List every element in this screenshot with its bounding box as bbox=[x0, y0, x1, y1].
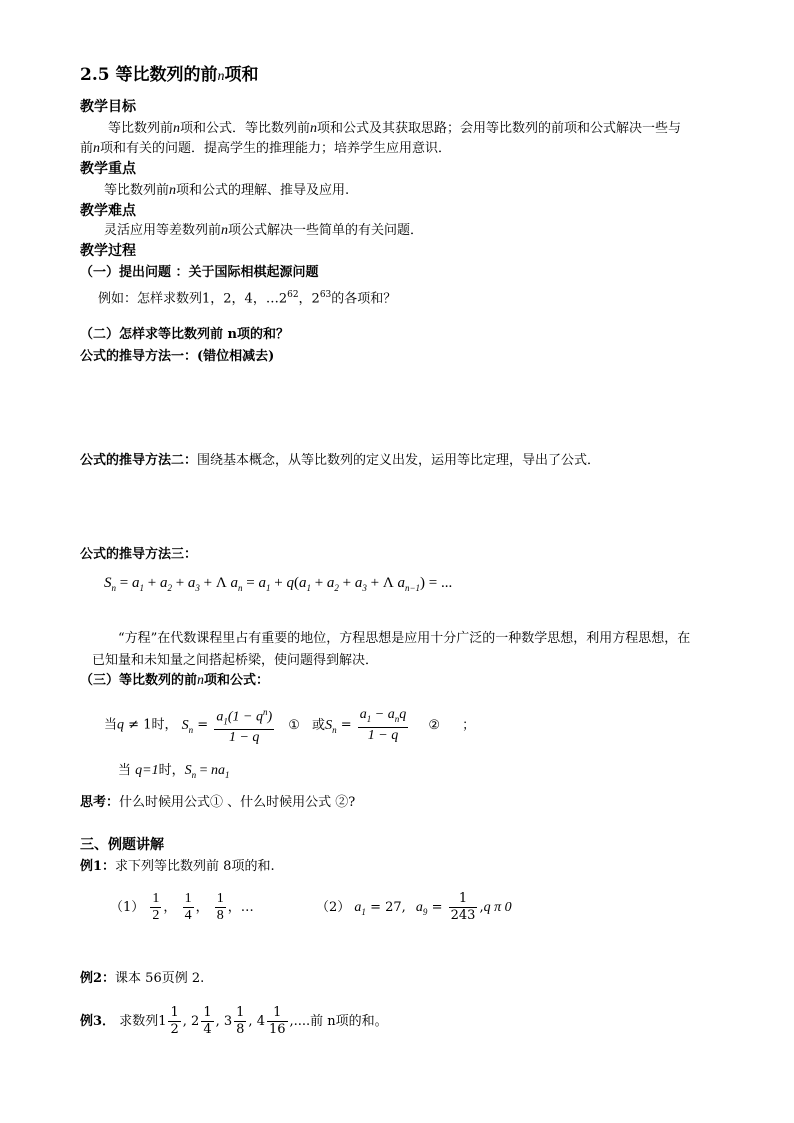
title-n: n bbox=[217, 69, 225, 84]
example-2: 例2：课本 56页例 2. bbox=[80, 971, 205, 986]
part2-heading: （二）怎样求等比数列前 n项的和？ bbox=[80, 327, 289, 342]
part1-heading: （一）提出问题 ：关于国际相棋起源问题 bbox=[80, 265, 319, 280]
think-line: 思考：什么时候用公式① 、什么时候用公式 ②? bbox=[80, 795, 356, 810]
method2: 公式的推导方法二：围绕基本概念，从等比数列的定义出发，运用等比定理，导出了公式． bbox=[80, 453, 601, 468]
goals-heading: 教学目标 bbox=[80, 99, 136, 115]
difficulty-heading: 教学难点 bbox=[80, 203, 136, 219]
process-heading: 教学过程 bbox=[80, 243, 136, 259]
method1: 公式的推导方法一：(错位相减去) bbox=[80, 349, 275, 364]
focus-heading: 教学重点 bbox=[80, 161, 136, 177]
sum-formula-case2: 当 q=1时，$S_n = na_1$ bbox=[118, 763, 230, 780]
title-text-a: 等比数列的前 bbox=[115, 65, 218, 85]
part1-example: 例如：怎样求数列1，2，4，$\dots 2^{62}$，$2^{63}$的各项和？ bbox=[98, 290, 397, 307]
method3-equation: $S_n = a_1 + a_2 + a_3 + \Lambda$ $a_n = a_1 + q(a_1 + a_2 + a_3 + \Lambda$ $a_{n-1}$) = ... bbox=[104, 575, 453, 593]
examples-heading: 三、例题讲解 bbox=[80, 837, 164, 853]
example-1-part-1: （1） $\frac{1}{2}$ ， $\frac{1}{4}$ ， $\frac{1}{8}$ ，… bbox=[110, 891, 254, 923]
method3: 公式的推导方法三： bbox=[80, 547, 198, 562]
paragraph-line-2: 已知量和未知量之间搭起桥梁，使问题得到解决． bbox=[92, 653, 379, 668]
part3-heading: （三）等比数列的前n项和公式： bbox=[80, 673, 270, 688]
goals-line-2: 前n项和有关的问题．提高学生的推理能力；培养学生应用意识． bbox=[80, 141, 452, 156]
goals-line-1: 等比数列前n项和公式．等比数列前n项和公式及其获取思路；会用等比数列的前项和公式解决一些与 bbox=[108, 121, 682, 136]
example-1: 例1：求下列等比数列前 8项的和. bbox=[80, 859, 275, 874]
title-text-b: 项和 bbox=[224, 65, 259, 85]
equation-dots: ... bbox=[441, 575, 453, 591]
difficulty-line: 灵活应用等差数列前n项公式解决一些简单的有关问题． bbox=[104, 223, 424, 238]
example-1-part-2: （2） $a_1 = 27$, $a_9$ = $\frac{1}{243}$ ,q π 0 bbox=[316, 891, 512, 923]
example-3: 例3． 求数列1 $\frac{1}{2}$ , 2 $\frac{1}{4}$ , 3 $\frac{1}{8}$ , 4 $\frac{1}{16}$ ,....前 n项的和。 bbox=[80, 1005, 388, 1037]
page-title bbox=[80, 66, 259, 86]
title-number: 2.5 bbox=[80, 65, 110, 85]
sum-formula-case1: 当q ≠ 1时， $S_n$ = $\frac{a_1(1 - q^n)}{1 - q}$ ① 或$S_n$ = $\frac{a_1 - a_nq}{1 - q}$ ② ； bbox=[104, 706, 476, 746]
paragraph-line-1: “方程”在代数课程里占有重要的地位，方程思想是应用十分广泛的一种数学思想，利用方程思想，在 bbox=[118, 631, 691, 646]
focus-line: 等比数列前n项和公式的理解、推导及应用. bbox=[104, 183, 350, 198]
